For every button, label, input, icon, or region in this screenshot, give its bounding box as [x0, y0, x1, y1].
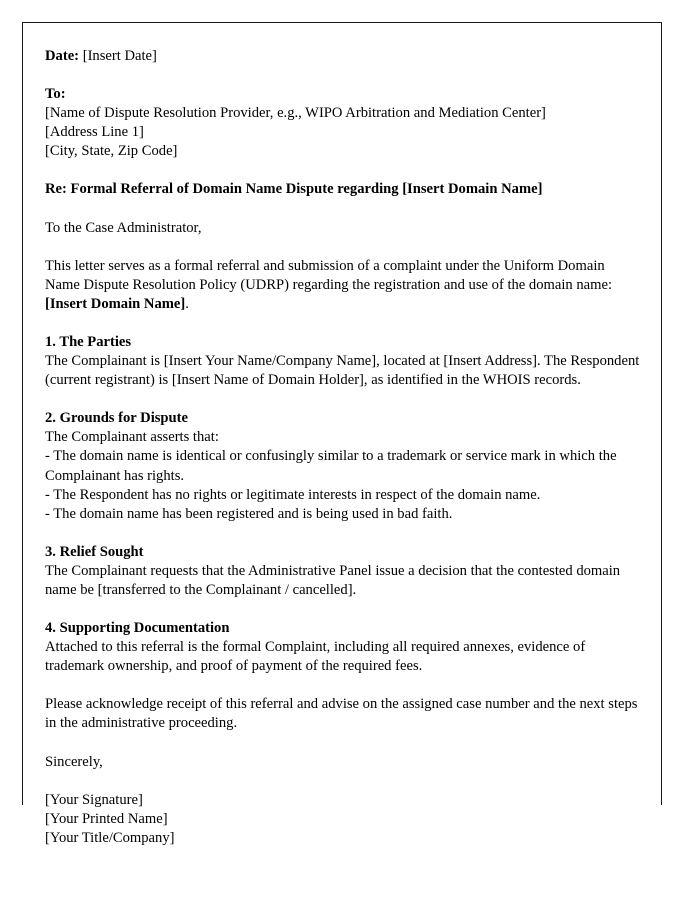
section-parties-body: The Complainant is [Insert Your Name/Company Name], located at [Insert Address]. The Respondent (current registrant) is [Insert Name of Domain Holder], as identified in the WHOIS records.	[45, 353, 640, 389]
recipient-label: To:	[45, 86, 66, 103]
signature-line-1: [Your Signature]	[45, 791, 143, 808]
salutation-block	[45, 219, 643, 238]
section-relief	[45, 543, 643, 600]
recipient-line-3: [City, State, Zip Code]	[45, 143, 178, 160]
closing-salutation-block	[45, 753, 643, 772]
signature-line-3: [Your Title/Company]	[45, 829, 175, 846]
signature-block	[45, 791, 643, 848]
subject-block	[45, 180, 643, 199]
intro-paragraph-block	[45, 257, 643, 314]
subject-line: Re: Formal Referral of Domain Name Dispute regarding [Insert Domain Name]	[45, 181, 543, 198]
recipient-line-2: [Address Line 1]	[45, 124, 144, 141]
section-documentation-body: Attached to this referral is the formal Complaint, including all required annexes, evidence of trademark ownership, and proof of payment of the required fees.	[45, 639, 586, 675]
closing-request: Please acknowledge receipt of this referral and advise on the assigned case number and the next steps in the administrative proceeding.	[45, 696, 638, 732]
section-relief-body: The Complainant requests that the Administrative Panel issue a decision that the contested domain name be [transferred to the Complainant / cancelled].	[45, 562, 621, 598]
section-grounds-leadin: The Complainant asserts that:	[45, 429, 219, 446]
section-grounds-bullet-3: - The domain name has been registered and is being used in bad faith.	[45, 505, 453, 522]
signature-line-2: [Your Printed Name]	[45, 810, 168, 827]
section-parties-heading: 1. The Parties	[45, 333, 132, 350]
intro-paragraph	[45, 257, 643, 314]
section-relief-heading: 3. Relief Sought	[45, 543, 144, 560]
section-grounds-heading: 2. Grounds for Dispute	[45, 410, 188, 427]
closing-salutation: Sincerely,	[45, 753, 103, 770]
date-block	[45, 47, 643, 66]
section-grounds-bullet-2: - The Respondent has no rights or legitimate interests in respect of the domain name.	[45, 486, 541, 503]
section-grounds-bullet-1: - The domain name is identical or confusingly similar to a trademark or service mark in which the Complainant has rights.	[45, 448, 617, 484]
closing-request-block	[45, 695, 643, 733]
recipient-block	[45, 85, 643, 161]
section-documentation-heading: 4. Supporting Documentation	[45, 620, 230, 637]
date-value: [Insert Date]	[82, 48, 157, 64]
salutation: To the Case Administrator,	[45, 219, 202, 236]
letter-body	[45, 47, 643, 848]
section-grounds	[45, 409, 643, 524]
intro-text-before: This letter serves as a formal referral and submission of a complaint under the Uniform Domain Name Dispute Resolution Policy (UDRP) regarding the registration and use of the domain name:	[45, 257, 613, 293]
date-label: Date:	[45, 48, 80, 64]
section-parties	[45, 333, 643, 390]
recipient-line-1: [Name of Dispute Resolution Provider, e.g., WIPO Arbitration and Mediation Center]	[45, 105, 546, 122]
document-page	[22, 22, 662, 846]
section-documentation	[45, 619, 643, 676]
intro-domain-placeholder: [Insert Domain Name]	[45, 295, 186, 312]
intro-text-after: .	[185, 295, 189, 312]
date-line	[45, 47, 643, 66]
